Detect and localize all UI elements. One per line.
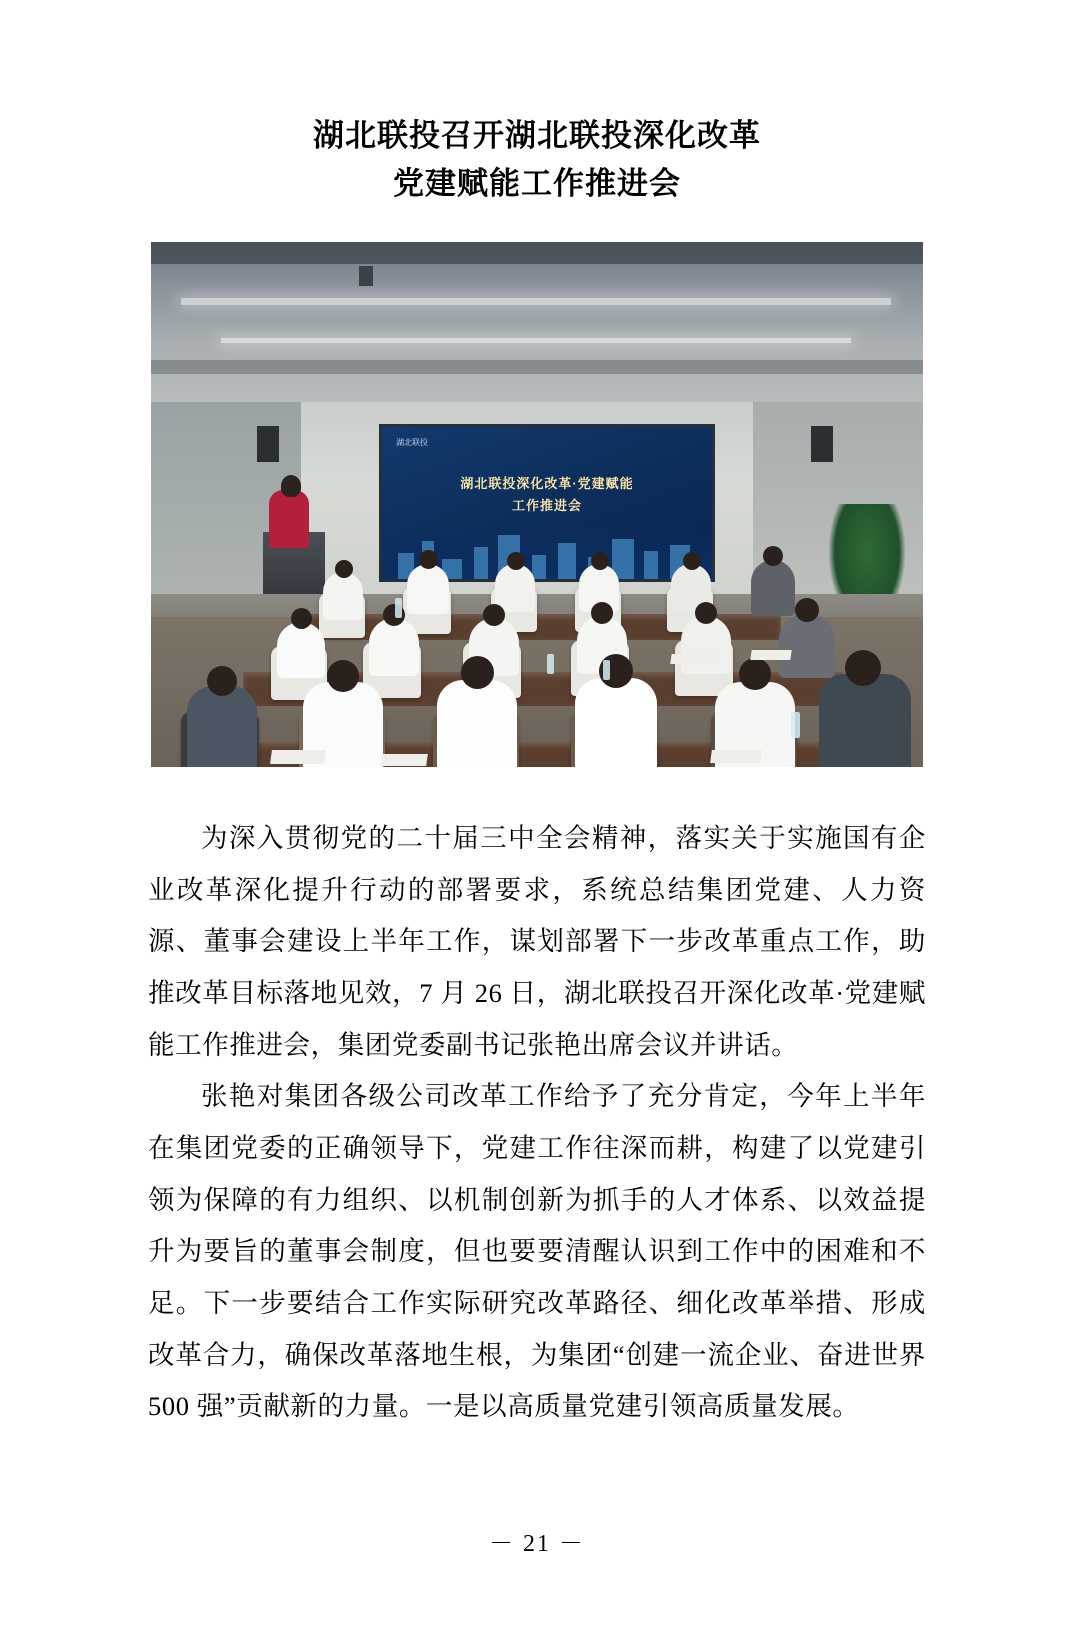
water-bottle [791, 712, 800, 738]
attendee-head [335, 560, 353, 578]
attendee-head [291, 608, 312, 629]
attendee-head [591, 602, 613, 624]
paper-document [710, 750, 762, 763]
speaker-head [281, 475, 301, 497]
water-bottle [603, 660, 610, 680]
ceiling-edge [151, 360, 923, 374]
attendee [681, 616, 731, 674]
wall-speaker-left [257, 426, 279, 462]
attendee-head [695, 602, 717, 624]
title-line-2: 党建赋能工作推进会 [393, 166, 681, 202]
attendee [369, 618, 419, 676]
ceiling-light-strip [221, 338, 851, 343]
speaker-person [269, 490, 309, 548]
attendee [407, 564, 449, 614]
wall-speaker-right [811, 426, 833, 462]
attendee-head [763, 546, 783, 566]
attendee [187, 686, 257, 767]
water-bottle [395, 598, 402, 618]
attendee [277, 622, 325, 678]
attendee-head [739, 658, 771, 690]
attendee [495, 564, 535, 612]
attendee-head [419, 550, 438, 569]
ceiling-projector [359, 266, 373, 286]
attendee-head [461, 656, 494, 689]
paper-document [270, 750, 326, 764]
ceiling-edge [151, 242, 923, 264]
attendee [819, 674, 911, 767]
attendee [437, 680, 517, 767]
name-card [670, 654, 715, 664]
paper-document [380, 754, 428, 766]
paragraph-2: 张艳对集团各级公司改革工作给予了充分肯定，今年上半年在集团党委的正确领导下，党建工作往深而耕，构建了以党建引领为保障的有力组织、以机制创新为抓手的人才体系、以效益提升为要旨的董事会制度，但也要要清醒认识到工作中的困难和不足。下一步要结合工作实际研究改革路径、细化改革举措、形成改革合力，确保改革落地生根，为集团“创建一流企业、奋进世界 500 强”贡献新的力量。一是以高质量党建引领高质量发展。 [148, 1081, 926, 1422]
conference-photo [151, 242, 923, 767]
attendee-head [207, 666, 237, 696]
attendee-head [483, 604, 505, 626]
screen-logo: 湖北联投 [396, 438, 428, 448]
attendee [575, 678, 657, 767]
photo-ceiling [151, 242, 923, 407]
attendee [323, 572, 363, 620]
name-card [750, 650, 791, 660]
paragraph-1: 为深入贯彻党的二十届三中全会精神，落实关于实施国有企业改革深化提升行动的部署要求，系统总结集团党建、人力资源、董事会建设上半年工作，谋划部署下一步改革重点工作，助推改革目标落地见效，7 月 26 日，湖北联投召开深化改革·党建赋能工作推进会，集团党委副书记张艳出席会议并讲话。 [148, 823, 926, 1060]
attendee-head [507, 552, 525, 570]
attendee-head [327, 660, 359, 692]
attendee-head [591, 552, 609, 570]
page-number: － 21 － [489, 1531, 585, 1557]
water-bottle [547, 654, 554, 674]
attendee-head [683, 552, 701, 570]
screen-title: 湖北联投深化改革·党建赋能 [460, 476, 634, 492]
attendee-head [845, 650, 881, 686]
title-line-1: 湖北联投召开湖北联投深化改革 [313, 118, 761, 153]
ceiling-light-strip [181, 298, 891, 305]
screen-subtitle: 工作推进会 [511, 498, 582, 514]
article-body [148, 813, 926, 1433]
page-title [0, 112, 1074, 208]
attendee-head [795, 598, 819, 622]
document-page [0, 112, 1074, 1632]
attendee [779, 614, 835, 678]
attendee [751, 560, 795, 616]
